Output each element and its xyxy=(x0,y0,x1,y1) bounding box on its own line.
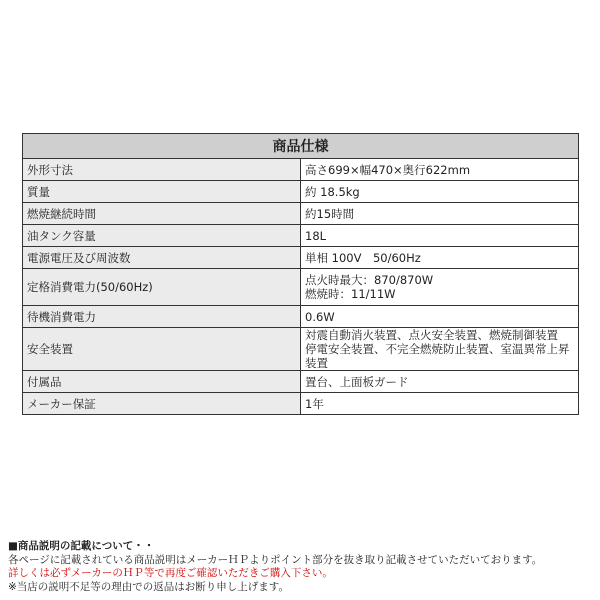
spec-row xyxy=(23,328,579,371)
spec-row xyxy=(23,181,579,203)
spec-table xyxy=(22,133,579,415)
spec-label: 待機消費電力 xyxy=(23,306,301,328)
spec-value: 対震自動消火装置、点火安全装置、燃焼制御装置 停電安全装置、不完全燃焼防止装置、室温異常上昇装置 xyxy=(301,328,579,371)
spec-row xyxy=(23,371,579,393)
spec-label: メーカー保証 xyxy=(23,393,301,415)
spec-row xyxy=(23,225,579,247)
spec-label: 油タンク容量 xyxy=(23,225,301,247)
spec-label: 質量 xyxy=(23,181,301,203)
spec-label: 定格消費電力(50/60Hz) xyxy=(23,269,301,306)
spec-row xyxy=(23,306,579,328)
spec-row xyxy=(23,247,579,269)
spec-value: 18L xyxy=(301,225,579,247)
spec-row xyxy=(23,269,579,306)
spec-label: 付属品 xyxy=(23,371,301,393)
spec-value: 約15時間 xyxy=(301,203,579,225)
spec-label: 燃焼継続時間 xyxy=(23,203,301,225)
spec-value: 単相 100V 50/60Hz xyxy=(301,247,579,269)
spec-value: 1年 xyxy=(301,393,579,415)
spec-label: 外形寸法 xyxy=(23,159,301,181)
spec-value: 0.6W xyxy=(301,306,579,328)
spec-value: 置台、上面板ガード xyxy=(301,371,579,393)
spec-value: 約 18.5kg xyxy=(301,181,579,203)
spec-row xyxy=(23,203,579,225)
spec-label: 安全装置 xyxy=(23,328,301,371)
spec-value: 点火時最大：870/870W 燃焼時：11/11W xyxy=(301,269,579,306)
notes-line: 各ページに記載されている商品説明はメーカーＨＰよりポイント部分を抜き取り記載させていただいております。 xyxy=(8,553,543,566)
notes-line: ※当店の説明不足等の理由での返品はお断り申し上げます。 xyxy=(8,580,289,593)
spec-value: 高さ699×幅470×奥行622mm xyxy=(301,159,579,181)
spec-row xyxy=(23,393,579,415)
notes-title: ■商品説明の記載について・・ xyxy=(8,540,155,552)
spec-row xyxy=(23,159,579,181)
spec-label: 電源電圧及び周波数 xyxy=(23,247,301,269)
notes-warning: 詳しくは必ずメーカーのＨＰ等で再度ご確認いただきご購入下さい。 xyxy=(8,567,333,579)
spec-table-title: 商品仕様 xyxy=(23,134,579,159)
product-description-notes xyxy=(8,540,598,594)
